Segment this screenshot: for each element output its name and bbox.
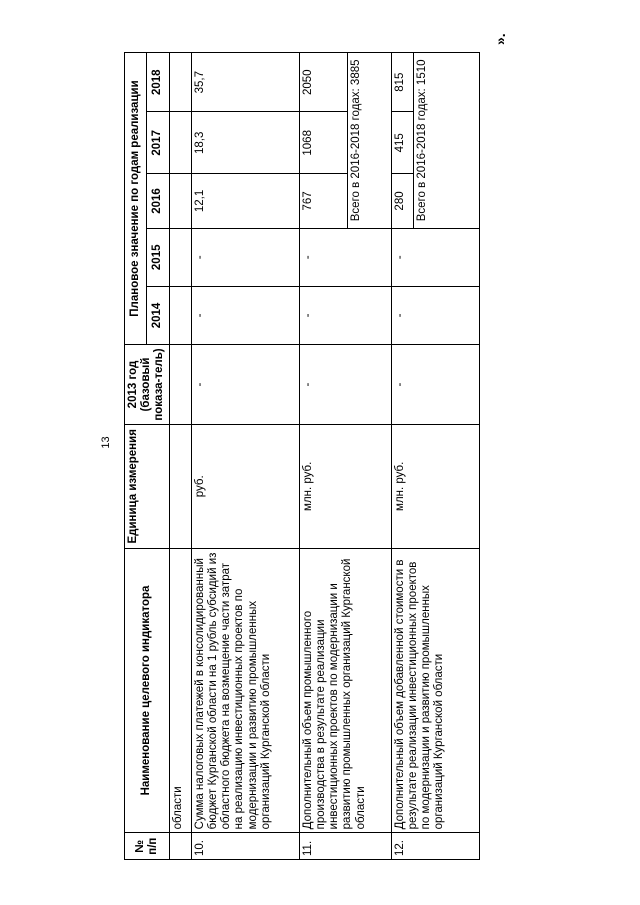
row12-2014: - [391,286,479,344]
rotated-content [90,25,530,860]
header-row-1 [125,53,147,860]
header-year-2018: 2018 [147,53,169,112]
indicators-table [124,52,480,860]
table-row [391,53,413,860]
row-cont-unit [169,425,191,549]
header-base: 2013 год (базовый показа-тель) [125,345,170,425]
header-plan: Плановое значение по годам реализации [125,53,147,345]
row12-num: 12. [391,833,479,860]
header-name: Наименование целевого индикатора [125,548,170,833]
header-year-2014: 2014 [147,286,169,344]
table-row [191,53,299,860]
row11-base: - [299,345,391,425]
closing-quote-mark: ». [492,33,508,45]
row12-2016: 280 [391,174,413,229]
row11-2018: 2050 [299,53,347,112]
row10-base: - [191,345,299,425]
row-cont-2015 [169,228,191,286]
row-cont-2018 [169,53,191,112]
row10-name: Сумма налоговых платежей в консолидированный бюджет Курганской области на 1 рубль субсидий из областного бюджета на возмещение части затрат на реализацию инвестиционных проектов по модернизации и развитию промышленных организаций Курганской области [191,548,299,833]
row12-name: Дополнительный объем добавленной стоимости в результате реализации инвестиционных проектов по модернизации и развитию промышленных организаций Курганской области [391,548,479,833]
row12-total: Всего в 2016-2018 годах: 1510 [413,53,479,229]
row-cont-base [169,345,191,425]
row10-2015: - [191,228,299,286]
header-num: № п/п [125,833,170,860]
header-year-2017: 2017 [147,112,169,174]
row-cont-num [169,833,191,860]
row-cont-2017 [169,112,191,174]
row11-2014: - [299,286,391,344]
row10-num: 10. [191,833,299,860]
header-year-2016: 2016 [147,174,169,229]
row11-total: Всего в 2016-2018 годах: 3885 [347,53,391,229]
header-unit: Единица измерения [125,425,170,549]
row12-2015: - [391,228,479,286]
row12-2018: 815 [391,53,413,112]
row11-2015: - [299,228,391,286]
row11-unit: млн. руб. [299,425,391,549]
row-cont-2014 [169,286,191,344]
row11-name: Дополнительный объем промышленного производства в результате реализации инвестиционных проектов по модернизации и развитию промышленных организаций Курганской области [299,548,391,833]
row10-unit: руб. [191,425,299,549]
row10-2014: - [191,286,299,344]
row11-2017: 1068 [299,112,347,174]
row10-2018: 35,7 [191,53,299,112]
row10-2016: 12,1 [191,174,299,229]
row-cont-name: области [169,548,191,833]
page-number: 13 [100,436,112,449]
table-row [169,53,191,860]
row12-base: - [391,345,479,425]
header-year-2015: 2015 [147,228,169,286]
row11-num: 11. [299,833,391,860]
row12-unit: млн. руб. [391,425,479,549]
table-row [299,53,347,860]
row11-2016: 767 [299,174,347,229]
row10-2017: 18,3 [191,112,299,174]
row12-2017: 415 [391,112,413,174]
row-cont-2016 [169,174,191,229]
